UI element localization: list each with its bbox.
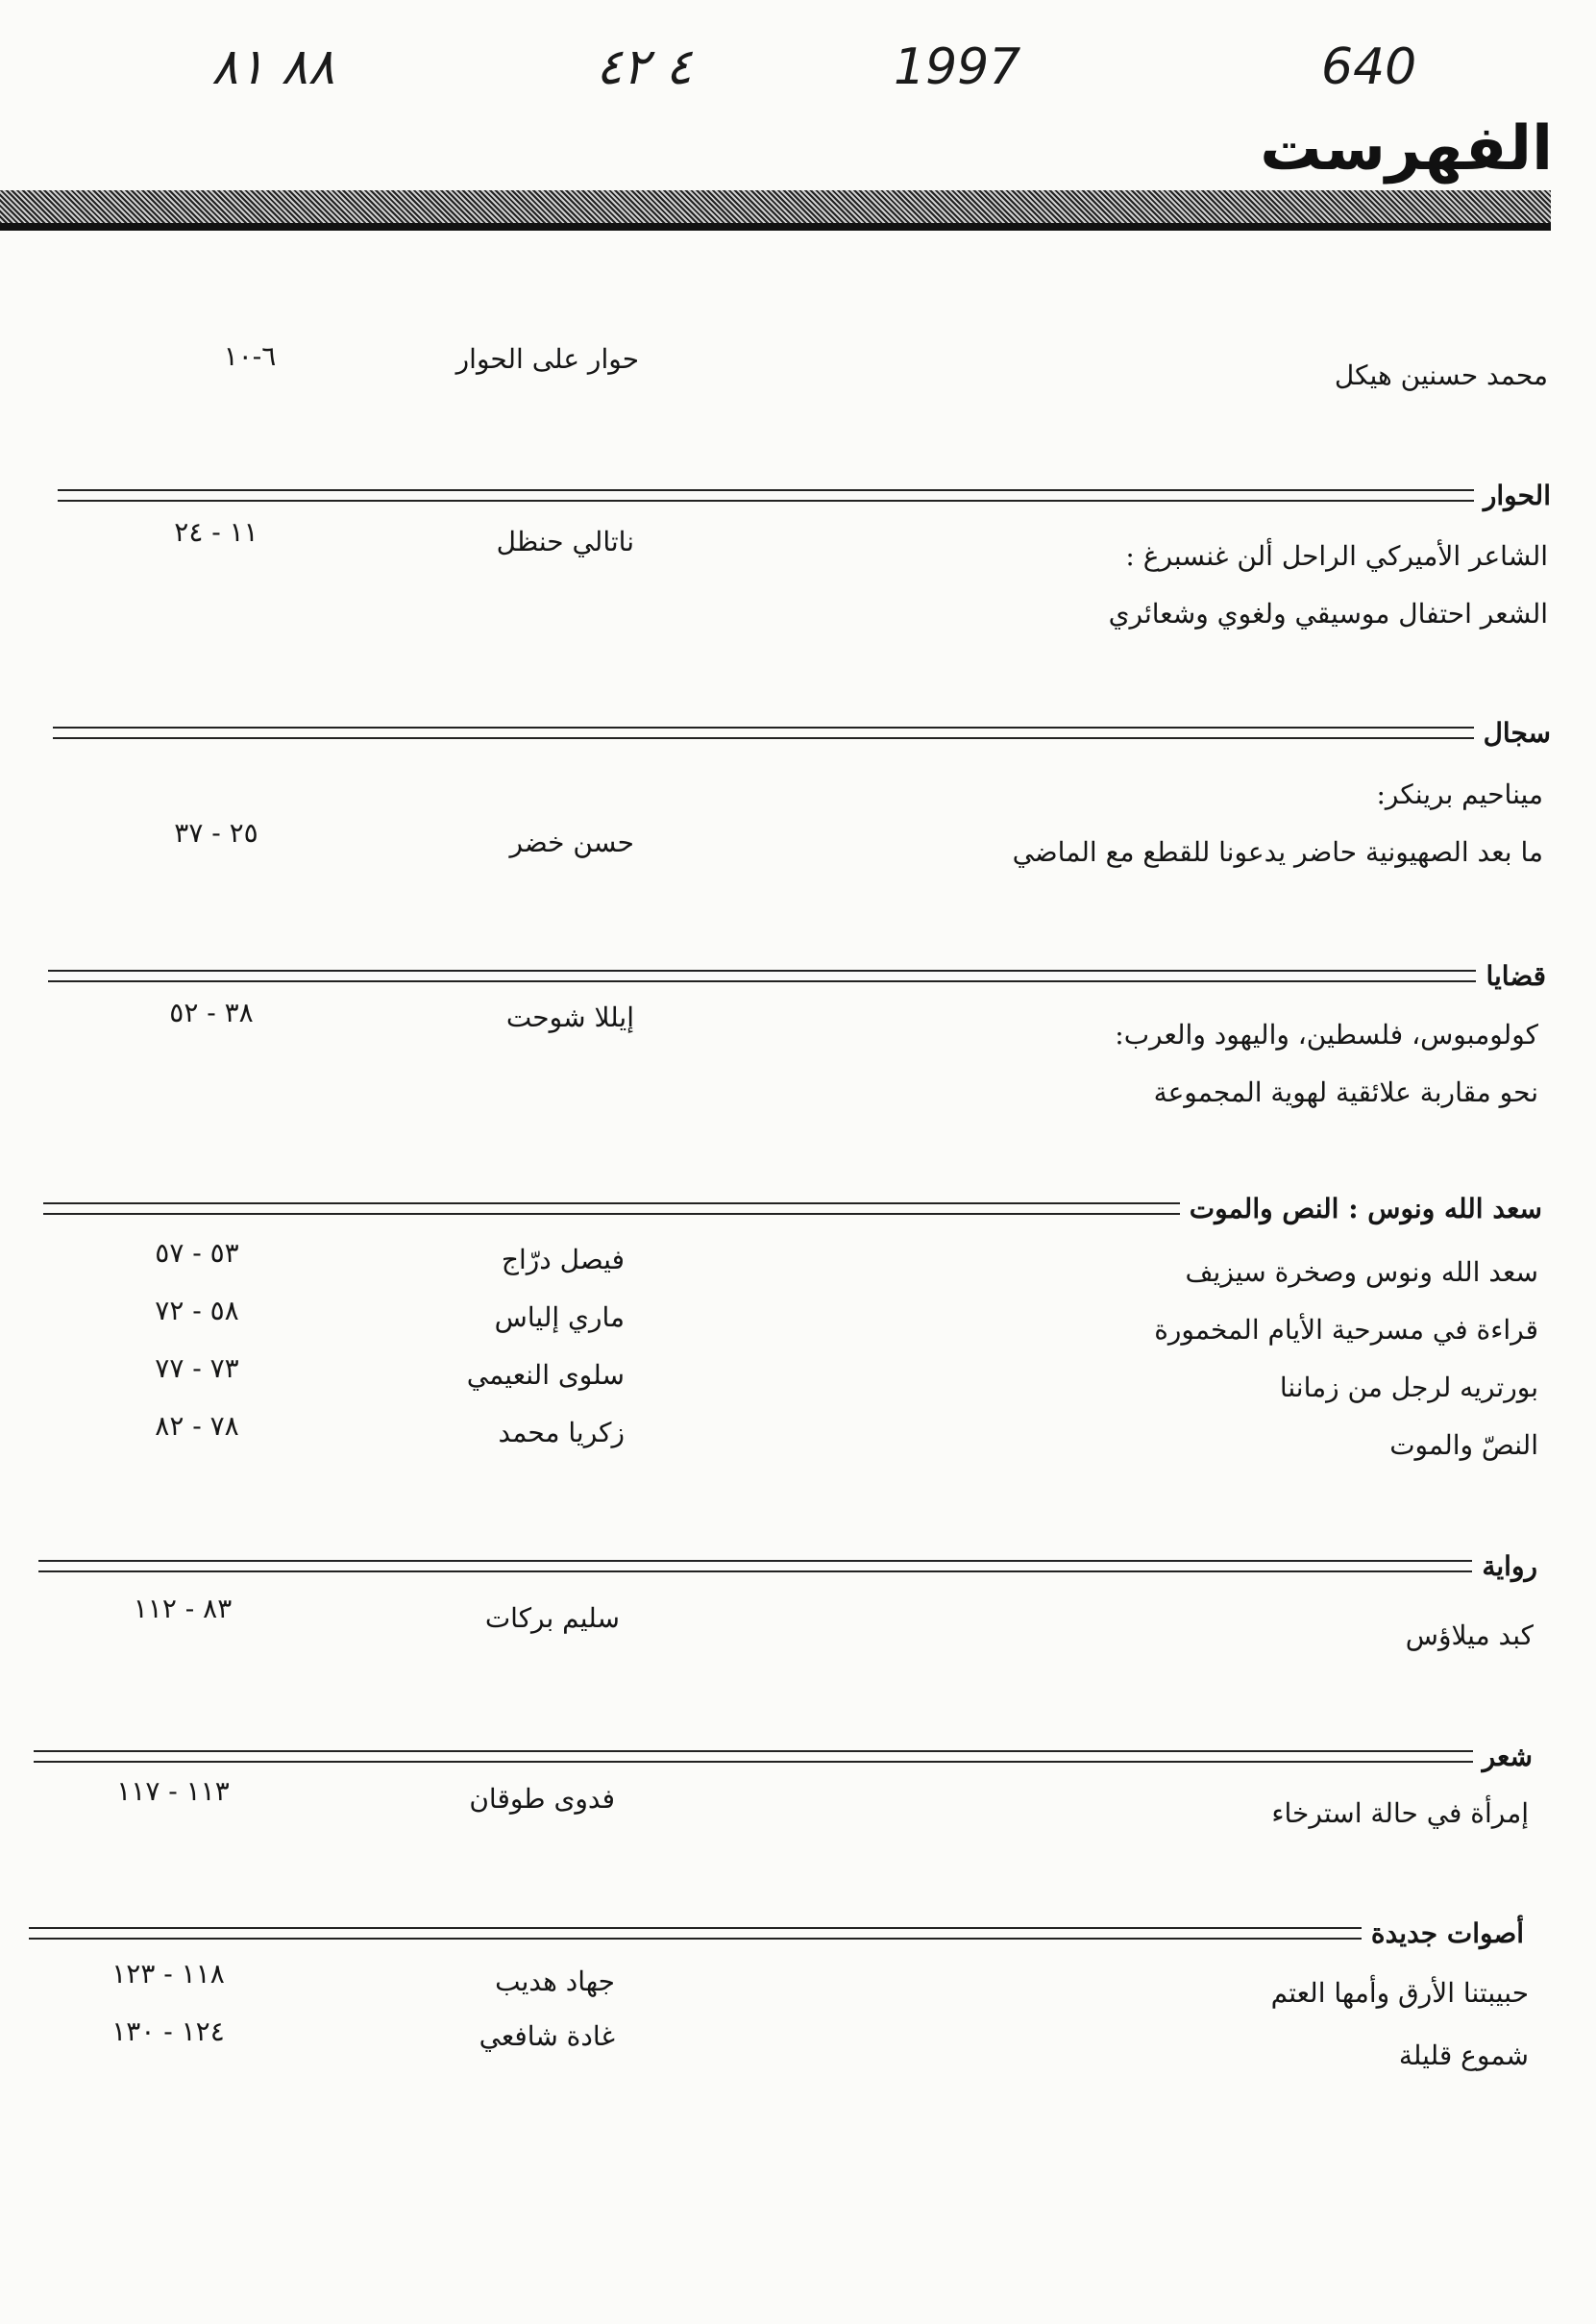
entry-author: ناتالي حنظل bbox=[496, 526, 634, 557]
entry-author: ماري إلياس bbox=[494, 1301, 625, 1333]
section-rule bbox=[53, 727, 1551, 739]
intro-title: حوار على الحوار bbox=[455, 343, 639, 375]
entry-author: فيصل درّاج bbox=[501, 1244, 625, 1275]
entry-pages: ٧٨ - ٨٢ bbox=[155, 1410, 239, 1442]
entry-title-line: شموع قليلة bbox=[1398, 2040, 1529, 2071]
section-rule bbox=[38, 1560, 1537, 1572]
entry-title-line: كولومبوس، فلسطين، واليهود والعرب: bbox=[1115, 1019, 1538, 1051]
entry-title-line: ميناحيم برينكر: bbox=[1376, 779, 1543, 810]
section-header bbox=[48, 957, 1546, 996]
entry-author: غادة شافعي bbox=[479, 2020, 615, 2052]
entry-author: فدوى طوقان bbox=[469, 1783, 615, 1815]
entry-pages: ٢٥ - ٣٧ bbox=[174, 817, 258, 849]
section-title: سجال bbox=[1474, 714, 1551, 753]
entry-title-line: سعد الله ونوس وصخرة سيزيف bbox=[1185, 1256, 1538, 1288]
entry-author: سلوى النعيمي bbox=[466, 1359, 625, 1391]
handwritten-year: 1997 bbox=[894, 38, 1021, 96]
entry-pages: ٥٣ - ٥٧ bbox=[155, 1237, 239, 1269]
section-header bbox=[29, 1915, 1524, 1953]
entry-author: زكريا محمد bbox=[498, 1417, 625, 1448]
section-title: شعر bbox=[1473, 1738, 1533, 1776]
entry-title-line: الشعر احتفال موسيقي ولغوي وشعائري bbox=[1108, 598, 1548, 630]
section-title: الحوار bbox=[1474, 477, 1551, 515]
entry-pages: ١١ - ٢٤ bbox=[174, 516, 258, 548]
entry-pages: ١٢٤ - ١٣٠ bbox=[111, 2015, 225, 2047]
section-rule bbox=[48, 970, 1546, 982]
entry-pages: ٣٨ - ٥٢ bbox=[169, 997, 254, 1028]
header-rule bbox=[0, 223, 1551, 231]
section-header bbox=[58, 477, 1551, 515]
intro-author: محمد حسنين هيكل bbox=[1334, 359, 1548, 391]
section-rule bbox=[34, 1750, 1533, 1763]
entry-title-line: بورتريه لرجل من زماننا bbox=[1279, 1372, 1538, 1403]
section-header bbox=[43, 1190, 1542, 1228]
entry-title-line: الشاعر الأميركي الراحل ألن غنسبرغ : bbox=[1125, 540, 1548, 572]
section-header bbox=[53, 714, 1551, 753]
entry-pages: ١١٣ - ١١٧ bbox=[116, 1775, 230, 1807]
section-rule bbox=[58, 489, 1551, 502]
handwritten-issue: ٤ ٤٢ bbox=[596, 38, 693, 96]
entry-author: حسن خضر bbox=[509, 827, 634, 858]
entry-title-line: كبد ميلاؤس bbox=[1405, 1619, 1534, 1651]
entry-pages: ٥٨ - ٧٢ bbox=[155, 1295, 239, 1326]
entry-title-line: حبيبتنا الأرق وأمها العتم bbox=[1270, 1977, 1529, 2009]
handwritten-folio: ٨٨ ٨١ bbox=[211, 38, 335, 96]
intro-pages: ٦-١٠ bbox=[223, 340, 277, 372]
entry-title-line: قراءة في مسرحية الأيام المخمورة bbox=[1154, 1314, 1538, 1346]
entry-pages: ٨٣ - ١١٢ bbox=[133, 1593, 233, 1624]
entry-pages: ٧٣ - ٧٧ bbox=[155, 1352, 239, 1384]
section-title: قضايا bbox=[1476, 957, 1546, 996]
handwritten-code: 640 bbox=[1321, 38, 1417, 96]
entry-author: إيللا شوحت bbox=[505, 1001, 634, 1033]
entry-pages: ١١٨ - ١٢٣ bbox=[111, 1958, 225, 1990]
section-title: أصوات جديدة bbox=[1362, 1915, 1524, 1953]
page-title: الفهرست bbox=[1260, 113, 1553, 185]
entry-title-line: نحو مقاربة علائقية لهوية المجموعة bbox=[1153, 1076, 1538, 1108]
section-rule bbox=[29, 1927, 1524, 1940]
section-title: رواية bbox=[1472, 1547, 1537, 1586]
entry-title-line: النصّ والموت bbox=[1389, 1429, 1538, 1461]
entry-title-line: ما بعد الصهيونية حاضر يدعونا للقطع مع الماضي bbox=[1012, 836, 1543, 868]
entry-title-line: إمرأة في حالة استرخاء bbox=[1271, 1797, 1529, 1829]
entry-author: جهاد هديب bbox=[495, 1966, 615, 1997]
section-header bbox=[34, 1738, 1533, 1776]
entry-author: سليم بركات bbox=[484, 1602, 620, 1634]
section-header bbox=[38, 1547, 1537, 1586]
section-title: سعد الله ونوس : النص والموت bbox=[1180, 1190, 1542, 1228]
